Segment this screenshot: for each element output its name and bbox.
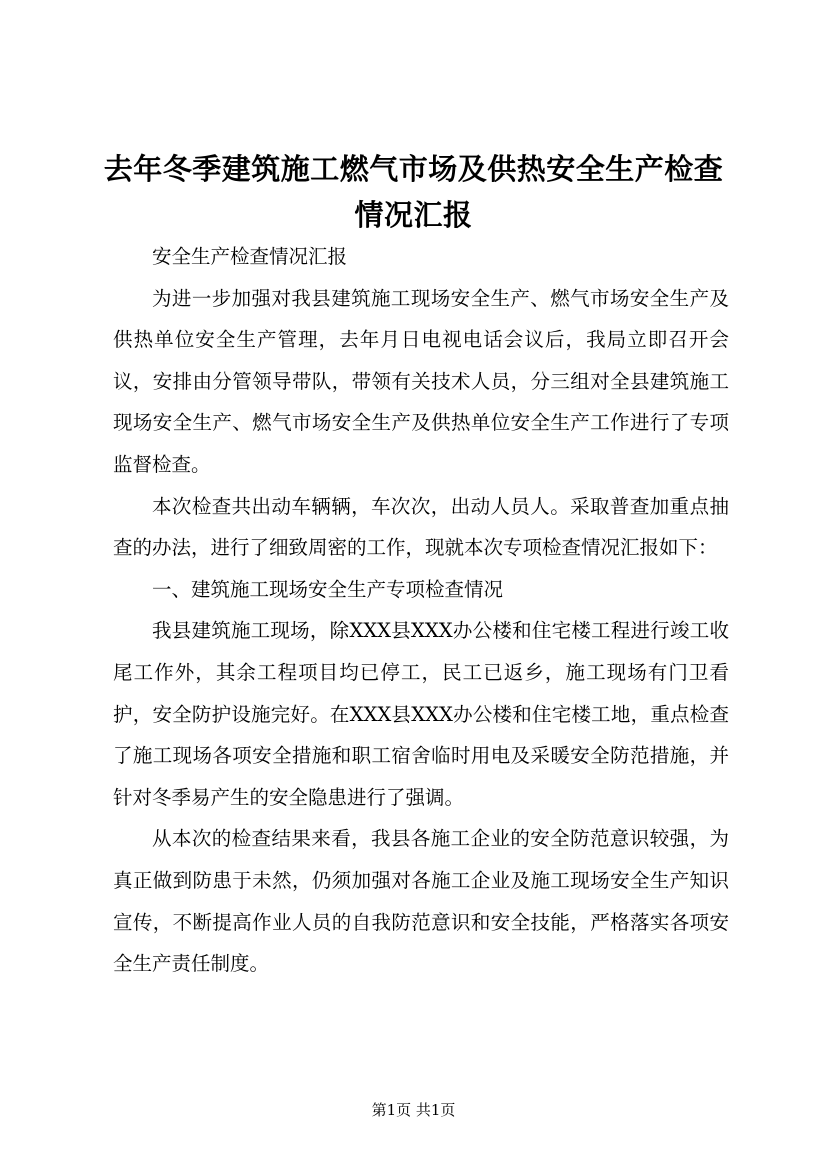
section-heading-construction: 一、建筑施工现场安全生产专项检查情况: [152, 577, 504, 601]
document-body: [113, 236, 729, 985]
paragraph-intro: 为进一步加强对我县建筑施工现场安全生产、燃气市场安全生产及供热单位安全生产管理，去年月日电视电话会议后，我局立即召开会议，安排由分管领导带队，带领有关技术人员，分三组对全县建筑施工现场安全生产、燃气市场安全生产及供热单位安全生产工作进行了专项监督检查。: [113, 286, 729, 476]
paragraph-conclusion: 从本次的检查结果来看，我县各施工企业的安全防范意识较强，为真正做到防患于未然，仍须加强对各施工企业及施工现场安全生产知识宣传，不断提高作业人员的自我防范意识和安全技能，严格落实各项安全生产责任制度。: [113, 827, 729, 976]
page-footer: 第1页 共1页: [371, 1101, 456, 1119]
paragraph-construction-details: 我县建筑施工现场，除XXX县XXX办公楼和住宅楼工程进行竣工收尾工作外，其余工程项目均已停工，民工已返乡，施工现场有门卫看护，安全防护设施完好。在XXX县XXX办公楼和住宅楼工地，重点检查了施工现场各项安全措施和职工宿舍临时用电及采暖安全防范措施，并针对冬季易产生的安全隐患进行了强调。: [113, 619, 729, 809]
section-subtitle: 安全生产检查情况汇报: [152, 245, 348, 268]
document-title: 去年冬季建筑施工燃气市场及供热安全生产检查情况汇报: [103, 152, 724, 232]
paragraph-inspection-summary: 本次检查共出动车辆辆，车次次，出动人员人。采取普查加重点抽查的办法，进行了细致周密的工作，现就本次专项检查情况汇报如下：: [113, 494, 729, 560]
